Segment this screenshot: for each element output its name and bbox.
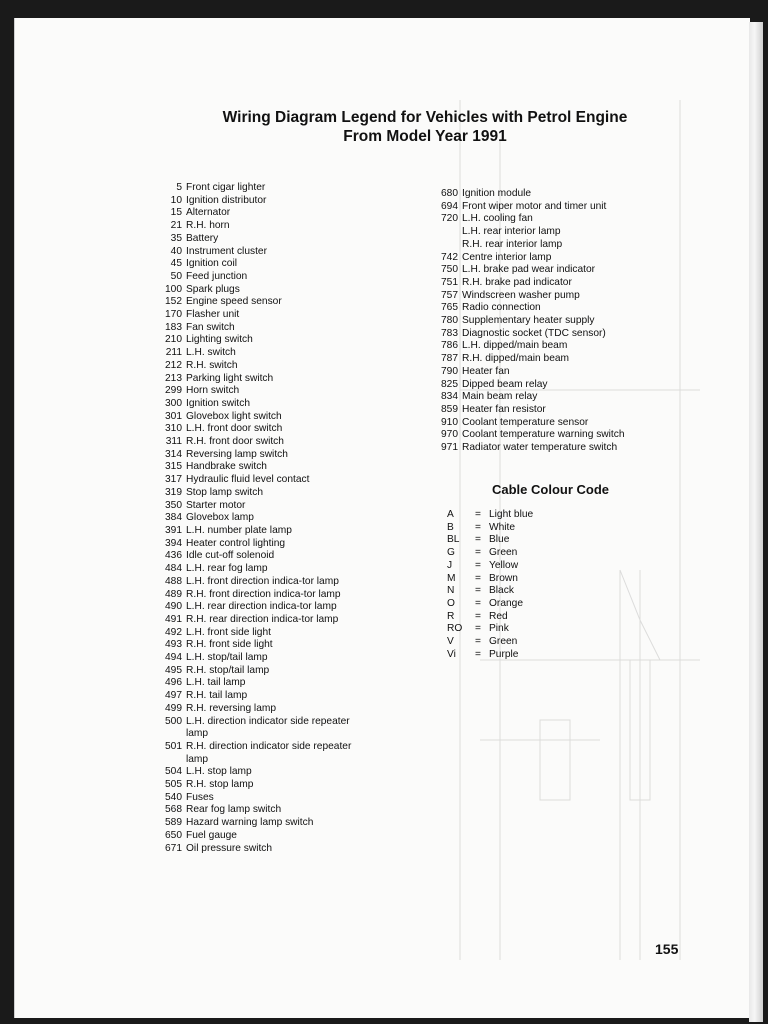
legend-description: Front cigar lighter [186, 182, 266, 193]
legend-description: L.H. brake pad wear indicator [462, 264, 596, 276]
cable-colour-name: Red [489, 610, 508, 622]
cable-colour-name: Yellow [489, 559, 519, 571]
legend-item [150, 449, 355, 462]
legend-description: Main beam relay [462, 391, 538, 403]
legend-description: L.H. front door switch [186, 423, 283, 435]
cable-code-item [447, 585, 587, 598]
cable-equals: = [475, 521, 481, 533]
legend-description: L.H. rear direction indica-tor lamp [186, 601, 337, 613]
legend-description: R.H. front direction indica-tor lamp [186, 588, 341, 600]
legend-item [432, 366, 672, 379]
legend-number: 491 [165, 613, 182, 625]
legend-description: R.H. stop/tail lamp [186, 664, 270, 676]
legend-number: 35 [170, 232, 182, 244]
legend-number: 15 [170, 207, 182, 219]
legend-item [150, 817, 355, 830]
legend-number: 790 [441, 365, 458, 377]
page-number: 155 [655, 941, 679, 957]
legend-number: 500 [165, 715, 182, 727]
legend-description: L.H. number plate lamp [186, 524, 292, 536]
cable-code-item [447, 560, 587, 573]
legend-description: L.H. dipped/main beam [462, 340, 568, 352]
legend-item [150, 207, 355, 220]
legend-number: 971 [441, 442, 458, 454]
legend-description: R.H. horn [186, 220, 230, 232]
page-title [170, 108, 680, 146]
legend-number: 300 [165, 397, 182, 409]
legend-item [432, 201, 672, 214]
legend-number: 765 [441, 302, 458, 314]
legend-description: Ignition module [462, 188, 532, 199]
legend-number: 10 [170, 194, 182, 206]
legend-description: Ignition switch [186, 397, 250, 409]
legend-item [432, 404, 672, 417]
cable-colour-list [447, 509, 587, 661]
legend-description: Fuel gauge [186, 829, 237, 841]
legend-description: Glovebox light switch [186, 410, 282, 422]
legend-item [150, 411, 355, 424]
legend-item [150, 563, 355, 576]
legend-description: Parking light switch [186, 372, 274, 384]
cable-code-item [447, 547, 587, 560]
legend-number: 494 [165, 652, 182, 664]
legend-description: Hazard warning lamp switch [186, 817, 314, 829]
cable-code: G [447, 547, 455, 559]
legend-number: 650 [165, 829, 182, 841]
legend-item [432, 340, 672, 353]
cable-code: N [447, 585, 455, 597]
legend-description: Hydraulic fluid level contact [186, 474, 310, 486]
legend-item [432, 239, 672, 252]
cable-code-item [447, 509, 587, 522]
cable-code: J [447, 559, 453, 571]
cable-code-item [447, 598, 587, 611]
legend-description: R.H. front door switch [186, 436, 284, 448]
legend-item [150, 601, 355, 614]
legend-number: 540 [165, 791, 182, 803]
legend-item [150, 576, 355, 589]
cable-code: R [447, 610, 455, 622]
cable-code: V [447, 636, 454, 648]
legend-description: Heater fan [462, 365, 510, 377]
legend-number: 568 [165, 804, 182, 816]
cable-colour-name: Pink [489, 623, 509, 635]
cable-code-item [447, 649, 587, 662]
legend-number: 490 [165, 601, 182, 613]
cable-code-item [447, 573, 587, 586]
cable-code: O [447, 597, 455, 609]
legend-item [150, 639, 355, 652]
legend-description: L.H. switch [186, 347, 236, 359]
legend-item [150, 525, 355, 538]
cable-colour-name: Purple [489, 648, 519, 660]
legend-number [432, 226, 462, 239]
legend-description: Flasher unit [186, 309, 240, 321]
legend-description: L.H. stop lamp [186, 766, 252, 778]
legend-description: Lighting switch [186, 334, 253, 346]
legend-description: Heater control lighting [186, 537, 286, 549]
title-line-1: Wiring Diagram Legend for Vehicles with Petrol Engine [222, 109, 628, 126]
cable-equals: = [475, 534, 481, 546]
legend-item [150, 652, 355, 665]
cable-code-item [447, 522, 587, 535]
legend-description: Spark plugs [186, 283, 240, 295]
legend-item [150, 589, 355, 602]
cable-colour-name: Black [489, 585, 514, 597]
legend-number: 492 [165, 626, 182, 638]
legend-item [150, 258, 355, 271]
legend-item [150, 792, 355, 805]
cable-code-item [447, 611, 587, 624]
legend-item [150, 677, 355, 690]
legend-number: 299 [165, 385, 182, 397]
legend-description: R.H. reversing lamp [186, 702, 277, 714]
legend-number: 319 [165, 486, 182, 498]
legend-description: Stop lamp switch [186, 486, 264, 498]
legend-item [432, 417, 672, 430]
legend-number: 910 [441, 416, 458, 428]
cable-equals: = [475, 547, 481, 559]
legend-description: Radio connection [462, 302, 541, 314]
legend-item [150, 220, 355, 233]
legend-item [432, 353, 672, 366]
cable-colour-title: Cable Colour Code [492, 482, 610, 497]
legend-number: 350 [165, 499, 182, 511]
legend-item [432, 302, 672, 315]
cable-equals: = [475, 636, 481, 648]
legend-item [150, 436, 355, 449]
legend-item [150, 334, 355, 347]
cable-colour-name: Green [489, 547, 518, 559]
legend-number: 834 [441, 391, 458, 403]
legend-number: 493 [165, 639, 182, 651]
cable-colour-name: Light blue [489, 509, 534, 520]
cable-equals: = [475, 610, 481, 622]
legend-description: Ignition distributor [186, 194, 267, 206]
legend-number: 783 [441, 327, 458, 339]
legend-description: Starter motor [186, 499, 246, 511]
cable-code: B [447, 521, 454, 533]
legend-number: 720 [441, 213, 458, 225]
legend-item [432, 277, 672, 290]
legend-description: Rear fog lamp switch [186, 804, 282, 816]
legend-item [150, 385, 355, 398]
legend-description: R.H. direction indicator side repeater lamp [186, 740, 352, 765]
legend-item [432, 315, 672, 328]
legend-description: Handbrake switch [186, 461, 267, 473]
legend-number: 384 [165, 512, 182, 524]
legend-item [150, 347, 355, 360]
legend-number: 501 [165, 740, 182, 752]
legend-number: 671 [165, 842, 182, 854]
legend-number: 750 [441, 264, 458, 276]
legend-description: Reversing lamp switch [186, 448, 288, 460]
cable-equals: = [475, 559, 481, 571]
legend-item [432, 264, 672, 277]
legend-item [432, 442, 672, 455]
legend-description: L.H. cooling fan [462, 213, 533, 225]
legend-number: 213 [165, 372, 182, 384]
legend-item [150, 512, 355, 525]
cable-colour-name: Green [489, 636, 518, 648]
legend-number: 504 [165, 766, 182, 778]
legend-item [150, 296, 355, 309]
legend-item [150, 246, 355, 259]
legend-description: Supplementary heater supply [462, 315, 595, 327]
cable-colour-name: Orange [489, 597, 523, 609]
legend-item [432, 379, 672, 392]
legend-description: R.H. switch [186, 359, 238, 371]
legend-number: 970 [441, 429, 458, 441]
legend-description: Engine speed sensor [186, 296, 282, 308]
legend-number: 489 [165, 588, 182, 600]
legend-description: L.H. front side light [186, 626, 271, 638]
legend-number: 825 [441, 378, 458, 390]
legend-description: R.H. tail lamp [186, 690, 248, 702]
legend-number [432, 239, 462, 252]
legend-number: 787 [441, 353, 458, 365]
cable-colour-name: Brown [489, 572, 518, 584]
legend-item [432, 391, 672, 404]
legend-item [150, 271, 355, 284]
legend-description: Battery [186, 232, 219, 244]
legend-description: Coolant temperature sensor [462, 416, 589, 428]
legend-number: 751 [441, 276, 458, 288]
legend-item [432, 213, 672, 226]
cable-code-item [447, 636, 587, 649]
legend-item [150, 487, 355, 500]
legend-item [150, 423, 355, 436]
legend-number: 742 [441, 251, 458, 263]
page-stack-edge [749, 22, 763, 1022]
legend-number: 589 [165, 817, 182, 829]
legend-item [150, 474, 355, 487]
legend-item [150, 284, 355, 297]
legend-description: R.H. stop lamp [186, 779, 254, 791]
cable-colour-name: Blue [489, 534, 510, 546]
legend-item [432, 328, 672, 341]
legend-description: L.H. tail lamp [186, 677, 246, 689]
legend-item [150, 690, 355, 703]
legend-number: 694 [441, 200, 458, 212]
legend-item [150, 195, 355, 208]
legend-number: 317 [165, 474, 182, 486]
cable-equals: = [475, 597, 481, 609]
legend-number: 314 [165, 448, 182, 460]
legend-number: 496 [165, 677, 182, 689]
legend-number: 311 [165, 436, 182, 448]
legend-right-column [432, 188, 672, 455]
legend-description: Feed junction [186, 270, 248, 282]
legend-left-column [150, 182, 355, 855]
cable-equals: = [475, 648, 481, 660]
legend-item [150, 322, 355, 335]
cable-colour-name: White [489, 521, 516, 533]
legend-item [150, 766, 355, 779]
legend-description: Idle cut-off solenoid [186, 550, 275, 562]
legend-number: 757 [441, 289, 458, 301]
legend-item [150, 703, 355, 716]
legend-item [150, 360, 355, 373]
legend-description: Radiator water temperature switch [462, 442, 618, 454]
legend-number: 391 [165, 524, 182, 536]
legend-item [150, 550, 355, 563]
legend-item [150, 373, 355, 386]
legend-description: Horn switch [186, 385, 240, 397]
cable-equals: = [475, 585, 481, 597]
legend-description: L.H. stop/tail lamp [186, 652, 268, 664]
cable-code: BL [447, 534, 460, 546]
legend-item [150, 804, 355, 817]
legend-number: 394 [165, 537, 182, 549]
legend-description: R.H. rear direction indica-tor lamp [186, 613, 339, 625]
legend-number: 210 [165, 334, 182, 346]
legend-description: Windscreen washer pump [462, 289, 580, 301]
legend-description: Dipped beam relay [462, 378, 548, 390]
legend-number: 315 [165, 461, 182, 473]
legend-description: L.H. rear interior lamp [462, 226, 561, 238]
legend-item [432, 429, 672, 442]
legend-number: 301 [165, 410, 182, 422]
legend-number: 859 [441, 403, 458, 415]
cable-code: RO [447, 623, 463, 635]
legend-description: L.H. rear fog lamp [186, 563, 268, 575]
legend-number: 680 [441, 188, 458, 199]
legend-item [150, 538, 355, 551]
legend-number: 436 [165, 550, 182, 562]
legend-item [150, 779, 355, 792]
legend-number: 211 [165, 347, 182, 359]
legend-number: 497 [165, 690, 182, 702]
legend-description: Glovebox lamp [186, 512, 254, 524]
legend-number: 495 [165, 664, 182, 676]
legend-item [150, 500, 355, 513]
legend-item [432, 290, 672, 303]
legend-description: Coolant temperature warning switch [462, 429, 625, 441]
legend-item [150, 614, 355, 627]
legend-item [150, 843, 355, 856]
legend-description: Fan switch [186, 321, 235, 333]
cable-equals: = [475, 623, 481, 635]
legend-number: 484 [165, 563, 182, 575]
legend-number: 505 [165, 779, 182, 791]
legend-number: 310 [165, 423, 182, 435]
legend-description: L.H. direction indicator side repeater lamp [186, 715, 350, 740]
legend-description: R.H. brake pad indicator [462, 276, 572, 288]
legend-item [150, 627, 355, 640]
legend-description: Fuses [186, 791, 214, 803]
legend-number: 152 [165, 296, 182, 308]
legend-item [150, 233, 355, 246]
legend-description: Front wiper motor and timer unit [462, 200, 607, 212]
legend-description: R.H. front side light [186, 639, 273, 651]
legend-number: 499 [165, 702, 182, 714]
legend-item [432, 252, 672, 265]
legend-item [150, 716, 355, 741]
legend-description: R.H. dipped/main beam [462, 353, 570, 365]
legend-item [150, 182, 355, 195]
legend-description: Instrument cluster [186, 245, 267, 257]
cable-equals: = [475, 509, 481, 520]
cable-code: A [447, 509, 454, 520]
legend-item [150, 830, 355, 843]
cable-code: M [447, 572, 456, 584]
legend-description: R.H. rear interior lamp [462, 238, 563, 250]
legend-number: 45 [170, 258, 182, 270]
legend-item [150, 398, 355, 411]
legend-item [150, 741, 355, 766]
cable-code: Vi [447, 648, 456, 660]
legend-description: L.H. front direction indica-tor lamp [186, 575, 339, 587]
legend-item [150, 665, 355, 678]
legend-description: Diagnostic socket (TDC sensor) [462, 327, 606, 339]
legend-description: Oil pressure switch [186, 842, 273, 854]
legend-number: 50 [170, 270, 182, 282]
legend-item [432, 188, 672, 201]
legend-description: Centre interior lamp [462, 251, 552, 263]
title-line-2: From Model Year 1991 [343, 128, 507, 145]
legend-number: 170 [165, 309, 182, 321]
legend-number: 40 [170, 245, 182, 257]
legend-number: 100 [165, 283, 182, 295]
legend-description: Ignition coil [186, 258, 237, 270]
legend-item [432, 226, 672, 239]
cable-code-item [447, 534, 587, 547]
legend-number: 780 [441, 315, 458, 327]
legend-description: Alternator [186, 207, 231, 219]
legend-number: 786 [441, 340, 458, 352]
cable-code-item [447, 623, 587, 636]
legend-number: 212 [165, 359, 182, 371]
legend-item [150, 461, 355, 474]
legend-number: 21 [170, 220, 182, 232]
legend-number: 488 [165, 575, 182, 587]
legend-number: 183 [165, 321, 182, 333]
cable-equals: = [475, 572, 481, 584]
legend-description: Heater fan resistor [462, 403, 546, 415]
legend-number: 5 [176, 182, 182, 193]
legend-item [150, 309, 355, 322]
